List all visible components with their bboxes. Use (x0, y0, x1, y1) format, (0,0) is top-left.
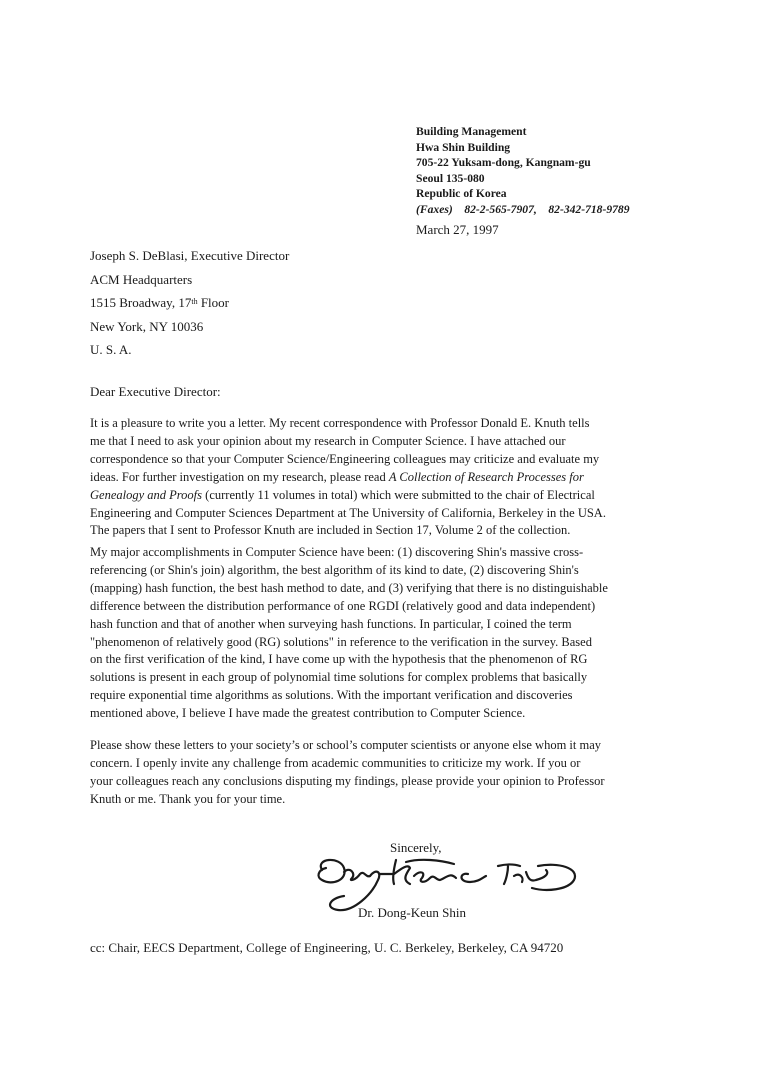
signatory-name: Dr. Dong-Keun Shin (358, 905, 466, 920)
text-line: "phenomenon of relatively good (RG) solutions" in reference to the verification in the survey. Based (90, 634, 592, 649)
text-line: Knuth or me. Thank you for your time. (90, 791, 286, 806)
cc-line: cc: Chair, EECS Department, College of Engineering, U. C. Berkeley, Berkeley, CA 94720 (90, 940, 564, 955)
text-line: The papers that I sent to Professor Knuth are included in Section 17, Volume 2 of the collection. (90, 523, 571, 538)
text-line: Engineering and Computer Sciences Department at The University of California, Berkeley in the USA. (90, 505, 606, 520)
closing: Sincerely, (390, 840, 442, 855)
text-line: correspondence so that your Computer Science/Engineering colleagues may criticize and evaluate my (90, 451, 600, 466)
text-line: mentioned above, I believe I have made the greatest contribution to Computer Science. (90, 706, 526, 721)
street-text: 1515 Broadway, 17 (90, 295, 192, 311)
salutation: Dear Executive Director: (90, 384, 221, 399)
text-line (90, 487, 678, 505)
sender-line: Republic of Korea (416, 187, 507, 201)
sender-line: Hwa Shin Building (416, 140, 511, 154)
text-line: hash function and that of another when surveying hash functions. In particular, I coined the term (90, 616, 572, 631)
text-span: (currently 11 volumes in total) which were submitted to the chair of Electrical (202, 487, 595, 502)
text-line: (mapping) hash function, the best hash method to date, and (3) verifying that there is no distinguishable (90, 580, 608, 595)
recipient-city: New York, NY 10036 (90, 318, 204, 334)
fax-number: 82-2-565-7907, (464, 202, 537, 216)
letter-date: March 27, 1997 (416, 222, 499, 237)
text-line: Please show these letters to your society’s or school’s computer scientists or anyone else whom it may (90, 738, 602, 752)
recipient-country: U. S. A. (90, 342, 132, 358)
body-paragraph-1 (90, 415, 678, 540)
text-line: require exponential time algorithms as solutions. With the important verification and discoveries (90, 688, 573, 703)
sender-line: Seoul 135-080 (416, 171, 485, 185)
text-line: on the first verification of the kind, I have come up with the hypothesis that the phenomenon of RG (90, 652, 588, 667)
street-end: Floor (197, 295, 229, 311)
fax-label: (Faxes) (416, 202, 453, 216)
text-line: My major accomplishments in Computer Science have been: (1) discovering Shin's massive cross- (90, 545, 584, 559)
ordinal-suffix: th (191, 297, 198, 307)
text-line: It is a pleasure to write you a letter. My recent correspondence with Professor Donald E. Knuth tells (90, 416, 590, 430)
text-line: your colleagues reach any conclusions disputing my findings, please provide your opinion to Professor (90, 773, 605, 788)
recipient-address (90, 244, 289, 362)
fax-number: 82-342-718-9789 (548, 202, 630, 216)
recipient-name: Joseph S. DeBlasi, Executive Director (90, 248, 290, 263)
text-line: difference between the distribution performance of one RGDI (relatively good and data independent) (90, 598, 596, 613)
sender-fax-line (416, 202, 630, 218)
text-line: solutions is present in each group of polynomial time solutions for complex problems that basically (90, 670, 588, 685)
sender-line: 705-22 Yuksam-dong, Kangnam-gu (416, 156, 591, 170)
book-title: Genealogy and Proofs (90, 487, 203, 502)
text-line: concern. I openly invite any challenge from academic communities to criticize my work. If you or (90, 755, 581, 770)
recipient-org: ACM Headquarters (90, 271, 193, 287)
book-title: A Collection of Research Processes for (388, 469, 584, 484)
body-paragraph-3 (90, 737, 678, 809)
sender-line: Building Management (416, 125, 527, 138)
text-line (90, 469, 678, 487)
text-span: ideas. For further investigation on my research, please read (90, 469, 389, 484)
body-paragraph-2 (90, 544, 678, 723)
text-line: me that I need to ask your opinion about my research in Computer Science. I have attached our (90, 433, 566, 448)
text-line: referencing (or Shin's join) algorithm, the best algorithm of its kind to date, (2) discovering Shin's (90, 562, 579, 577)
sender-address (416, 124, 630, 218)
recipient-street (90, 291, 289, 315)
